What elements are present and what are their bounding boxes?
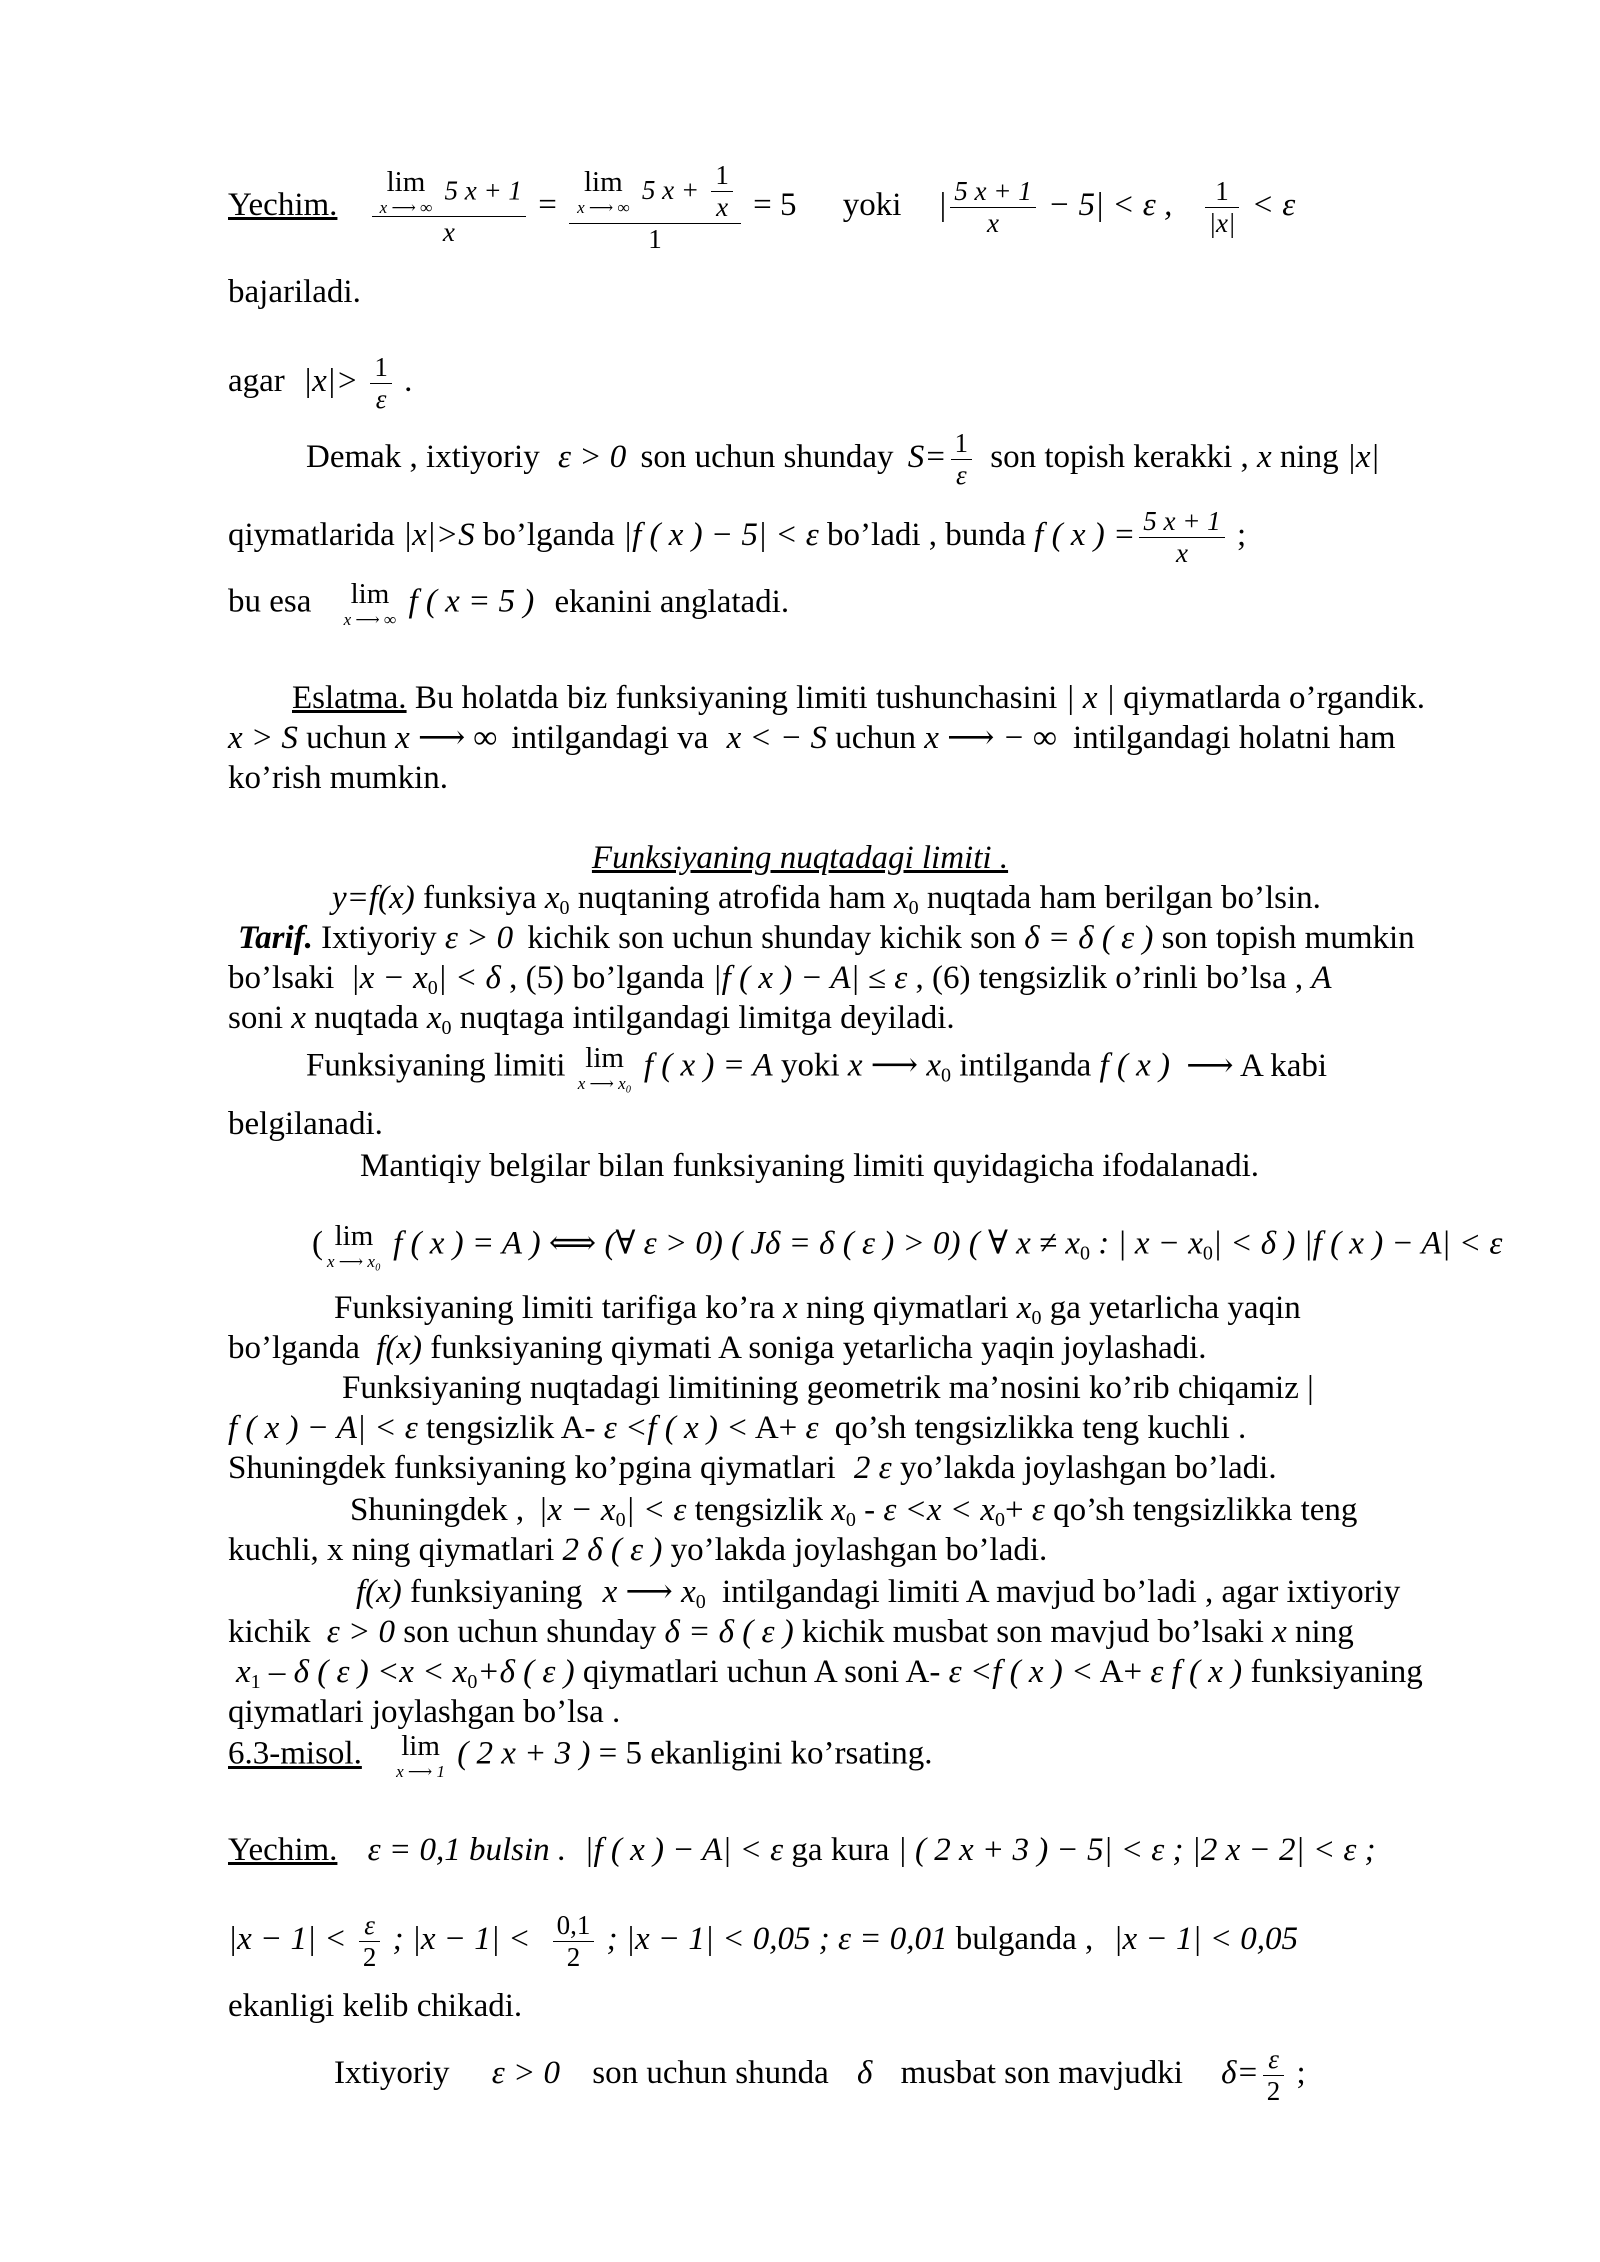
limit-fraction-1: lim x ⟶ ∞ 5 x + 1 x: [372, 168, 526, 248]
text-line: Funksiyaning nuqtadagi limitining geometrik ma’nosini ko’rib chiqamiz |: [342, 1370, 1314, 1406]
text-line: Demak , ixtiyoriy ε > 0 son uchun shunday S= $\frac{1}{\varepsilon}$ son topish kerakki , x ning |x|: [306, 428, 1380, 491]
fraction-4: $\frac{1}{|x|}$: [1205, 176, 1240, 239]
solution-line-1: Yechim. lim x ⟶ ∞ 5 x + 1 x = lim x ⟶ ∞ 5 x + $\frac{1}{x}$ 1 = 5 yoki | $\frac{5 x + 1}{x}$ − 5| < ε , $\frac{1}{|x|}$ < ε: [228, 160, 1296, 255]
text-line: ekanligi kelib chikadi.: [228, 1988, 523, 2024]
text-line: belgilanadi.: [228, 1106, 383, 1142]
text-line: x > S uchun x ⟶ ∞ intilgandagi va x < − S uchun x ⟶ − ∞ intilgandagi holatni ham: [228, 720, 1396, 756]
text-line: Shuningdek funksiyaning ko’pgina qiymatlari 2 ε yo’lakda joylashgan bo’ladi.: [228, 1450, 1277, 1486]
text-line: f(x) funksiyaning x ⟶ $x_0$ intilgandagi limiti A mavjud bo’ladi , agar ixtiyoriy: [356, 1574, 1401, 1613]
text-line: y=f(x) funksiya $x_0$ nuqtaning atrofida ham $x_0$ nuqtada ham berilgan bo’lsin.: [332, 880, 1321, 919]
limit-operator: lim x ⟶ x₀: [577, 1042, 632, 1093]
text-line: kuchli, x ning qiymatlari 2 δ ( ε ) yo’lakda joylashgan bo’ladi.: [228, 1532, 1048, 1568]
fraction-3: $\frac{5 x + 1}{x}$: [950, 176, 1035, 239]
definition-label: Tarif.: [238, 920, 313, 956]
limit-operator: lim x ⟶ ∞: [577, 165, 630, 217]
section-heading: Funksiyaning nuqtadagi limiti .: [591, 840, 1009, 876]
note-label: Eslatma.: [292, 680, 407, 716]
text-line: Funksiyaning limiti lim x ⟶ x₀ f ( x ) = A yoki x ⟶ $x_0$ intilganda f ( x ) ⟶ A kabi: [306, 1042, 1328, 1093]
logical-formula: ( lim x ⟶ x₀ f ( x ) = A ) ⟺ (∀ ε > 0) ( Jδ = δ ( ε ) > 0) ( ∀ $x \ne x_0$ : | $x - x_0| < \delta$ ) |f ( x ) − A| < ε: [312, 1220, 1503, 1271]
text-line: qiymatlari joylashgan bo’lsa .: [228, 1694, 621, 1730]
limit-fraction-2: lim x ⟶ ∞ 5 x + $\frac{1}{x}$ 1: [569, 160, 741, 255]
example-label: 6.3-misol.: [228, 1735, 362, 1772]
text-line: Shuningdek , $|x - x_0| < \varepsilon$ tengsizlik $x_0 - \varepsilon <x < x_0+ \varepsilon$ qo’sh tengsizlikka teng: [350, 1492, 1358, 1531]
condition-line: agar |x|> $\frac{1}{\varepsilon}$ .: [228, 352, 413, 415]
solution-label: Yechim.: [228, 187, 338, 224]
limit-operator: lim x ⟶ ∞: [343, 578, 397, 629]
text-line: Funksiyaning limiti tarifiga ko’ra x ning qiymatlari $x_0$ ga yetarlicha yaqin: [334, 1290, 1301, 1329]
solution-line-2: Yechim. ε = 0,1 bulsin . |f ( x ) − A| < ε ga kura | ( 2 x + 3 ) − 5| < ε ; |2 x − 2| < ε ;: [228, 1832, 1376, 1868]
limit-operator: lim x ⟶ ∞: [379, 165, 433, 217]
text-line: soni x nuqtada $x_0$ nuqtaga intilgandagi limitga deyiladi.: [228, 1000, 955, 1039]
text-line: Mantiqiy belgilar bilan funksiyaning limiti quyidagicha ifodalanadi.: [360, 1148, 1260, 1184]
text-line: f ( x ) − A| < ε tengsizlik A- ε <f ( x ) < A+ ε qo’sh tengsizlikka teng kuchli .: [228, 1410, 1247, 1446]
text-line: bo’lsaki $|x - x_0| < \delta$ , (5) bo’lganda |f ( x ) − A| ≤ ε , (6) tengsizlik o’rinli bo’lsa , A: [228, 960, 1332, 999]
text-line: ko’rish mumkin.: [228, 760, 448, 796]
text-line: bu esa lim x ⟶ ∞ f ( x = 5 ) ekanini anglatadi.: [228, 578, 790, 629]
note-line: Eslatma. Bu holatda biz funksiyaning limiti tushunchasini | x | qiymatlarda o’rgandik.: [292, 680, 1425, 716]
definition-line: Tarif. Ixtiyoriy ε > 0 kichik son uchun shunday kichik son δ = δ ( ε ) son topish mumkin: [238, 920, 1415, 956]
text-line: bajariladi.: [228, 274, 361, 310]
text-line: |x − 1| < $\frac{\varepsilon}{2}$ ; |x − 1| < $\frac{0,1}{2}$ ; |x − 1| < 0,05 ; ε = 0,01 bulganda , |x − 1| < 0,05: [228, 1910, 1299, 1973]
limit-operator: lim x ⟶ 1: [396, 1730, 446, 1781]
text-line: Ixtiyoriy ε > 0 son uchun shunda δ musbat son mavjudki δ= $\frac{\varepsilon}{2}$ ;: [334, 2044, 1306, 2107]
text-line: kichik ε > 0 son uchun shunday δ = δ ( ε ) kichik musbat son mavjud bo’lsaki x ning: [228, 1614, 1354, 1650]
text-line: qiymatlarida |x|>S bo’lganda |f ( x ) − 5| < ε bo’ladi , bunda f ( x ) = $\frac{5 x + 1}{x}$ ;: [228, 506, 1247, 569]
limit-operator: lim x ⟶ x₀: [327, 1220, 381, 1271]
example-line: 6.3-misol. lim x ⟶ 1 ( 2 x + 3 ) = 5 ekanligini ko’rsating.: [228, 1730, 933, 1781]
text-line: bo’lganda f(x) funksiyaning qiymati A soniga yetarlicha yaqin joylashadi.: [228, 1330, 1207, 1366]
solution-label: Yechim.: [228, 1832, 338, 1868]
text-line: $x_1$ – δ ( ε ) $<x < x_0+\delta$ ( ε ) qiymatlari uchun A soni A- ε <f ( x ) < A+ ε f ( x ) funksiyaning: [236, 1654, 1423, 1693]
